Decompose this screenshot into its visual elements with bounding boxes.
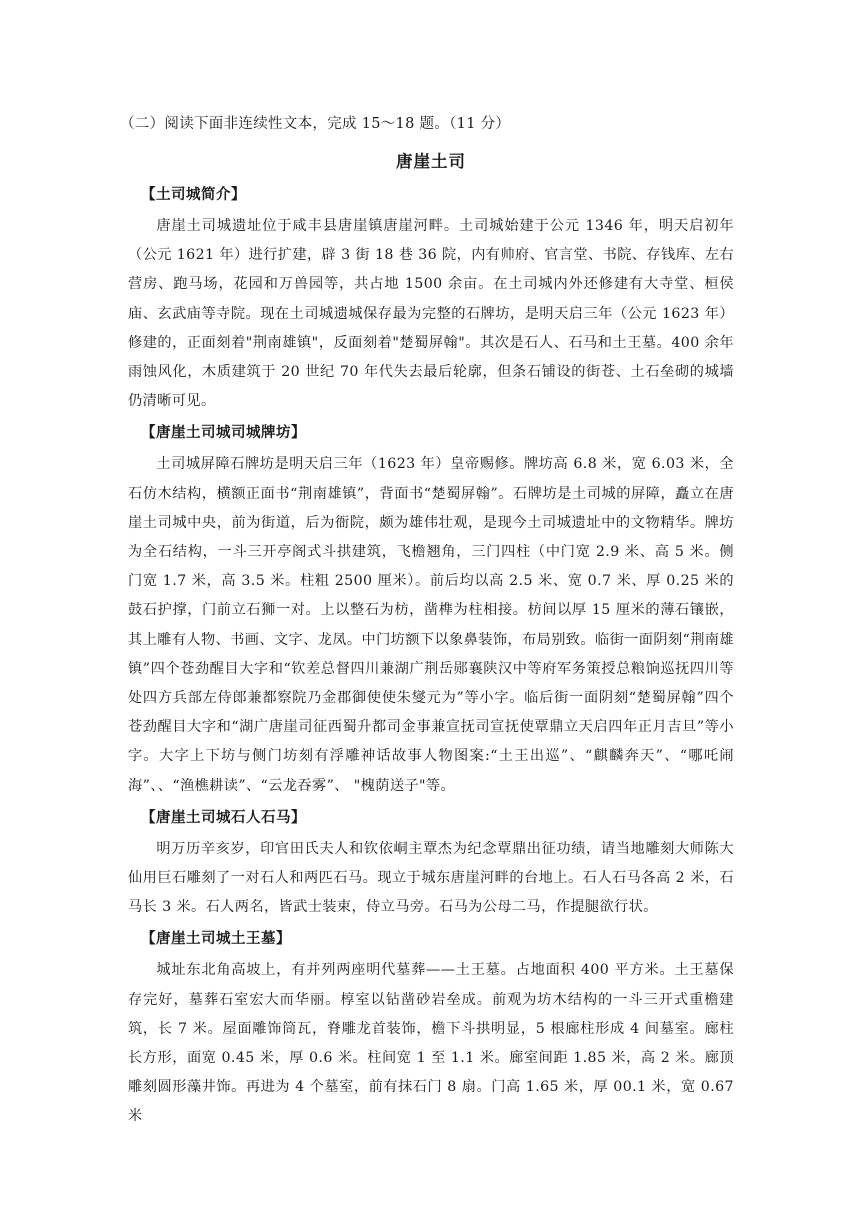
section-paragraph: 明万历辛亥岁，印官田氏夫人和钦依峒主覃杰为纪念覃鼎出征功绩，请当地雕刻大师陈大仙用巨石雕刻了一对石人和两匹石马。现立于城东唐崖河畔的台地上。石人石马各高 2 米，石马长 3 米。石人两名，皆武士装束，侍立马旁。石马为公母二马，作提腿欲行状。 [128, 840, 734, 916]
section-heading: 【唐崖土司城土王墓】 [141, 930, 291, 948]
section-paragraph: 唐崖土司城遗址位于咸丰县唐崖镇唐崖河畔。土司城始建于公元 1346 年，明天启初年（公元 1621 年）进行扩建，辟 3 街 18 巷 36 院，内有帅府、官言堂、书院、存钱库、左右营房、跑马场，花园和万兽园等，共占地 1500 余亩。在土司城内外还修建有大寺堂、桓侯庙、玄武庙等寺院。现在土司城遗城保存最为完整的石牌坊，是明天启三年（公元 1623 年）修建的，正面刻着"荆南雄镇"，反面刻着"楚蜀屏翰"。其次是石人、石马和土王墓。400 余年雨蚀风化，木质建筑于 20 世纪 70 年代失去最后轮廓，但条石铺设的街苍、土石垒砌的城墙仍清晰可见。 [128, 218, 734, 410]
section-stone-figures [128, 805, 734, 923]
section-paragraph: 城址东北角高坡上，有并列两座明代墓葬——土王墓。占地面积 400 平方米。土王墓保存完好，墓葬石室宏大而华丽。椁室以钻凿砂岩垒成。前观为坊木结构的一斗三开式重檐建筑，长 7 米。屋面雕饰筒瓦，脊雕龙首装饰，檐下斗拱明显，5 根廊柱形成 4 间墓室。廊柱长方形，面宽 0.45 米，厚 0.6 米。柱间宽 1 至 1.1 米。廊室间距 1.85 米，高 2 米。廊顶雕刻圆形藻井饰。再进为 4 个墓室，前有抹石门 8 扇。门高 1.65 米，厚 00.1 米，宽 0.67 米 [128, 962, 734, 1125]
document-content [120, 114, 734, 1136]
section-archway [128, 420, 734, 800]
section-heading: 【唐崖土司城司城牌坊】 [141, 424, 306, 442]
section-heading: 【土司城简介】 [141, 186, 246, 203]
section-heading: 【唐崖土司城石人石马】 [141, 808, 306, 826]
question-instruction: （二）阅读下面非连续性文本，完成 15～18 题。（11 分） [120, 116, 511, 132]
section-paragraph: 土司城屏障石牌坊是明天启三年（1623 年）皇帝赐修。牌坊高 6.8 米，宽 6.03 米，全石仿木结构，横额正面书“荆南雄镇”，背面书“楚蜀屏翰”。石牌坊是土司城的屏障，矗立在唐崖土司城中央，前为街道，后为衙院，颇为雄伟壮观，是现今土司城遗址中的文物精华。牌坊为全石结构，一斗三开亭阁式斗拱建筑，飞檐翘角，三门四柱（中门宽 2.9 米、高 5 米。侧门宽 1.7 米，高 3.5 米。柱粗 2500 厘米）。前后均以高 2.5 米、宽 0.7 米、厚 0.25 米的鼓石护撑，门前立石狮一对。上以整石为枋，凿榫为柱相接。枋间以厚 15 厘米的薄石镶嵌，其上雕有人物、书画、文字、龙凤。中门坊额下以象鼻装饰，布局别致。临街一面阴刻“荆南雄镇”四个苍劲醒目大字和“钦差总督四川兼湖广荆岳郧襄陕汉中等府军务策授总粮饷巡抚四川等处四方兵部左侍郎兼都察院乃金郡御使使朱燮元为”等小字。临后街一面阴刻“楚蜀屏翰”四个苍劲醒目大字和“湖广唐崖司征西蜀升都司金事兼宣抚司宣抚使覃鼎立天启四年正月吉旦”等小字。大字上下坊与侧门坊刻有浮雕神话故事人物图案:“土王出巡”、“麒麟奔天”、“哪吒闹海”、、“渔樵耕读”、“云龙吞雾”、 "槐荫送子"等。 [128, 456, 734, 794]
article-title: 唐崖土司 [396, 152, 466, 171]
section-tomb [128, 926, 734, 1131]
section-introduction [128, 182, 734, 416]
